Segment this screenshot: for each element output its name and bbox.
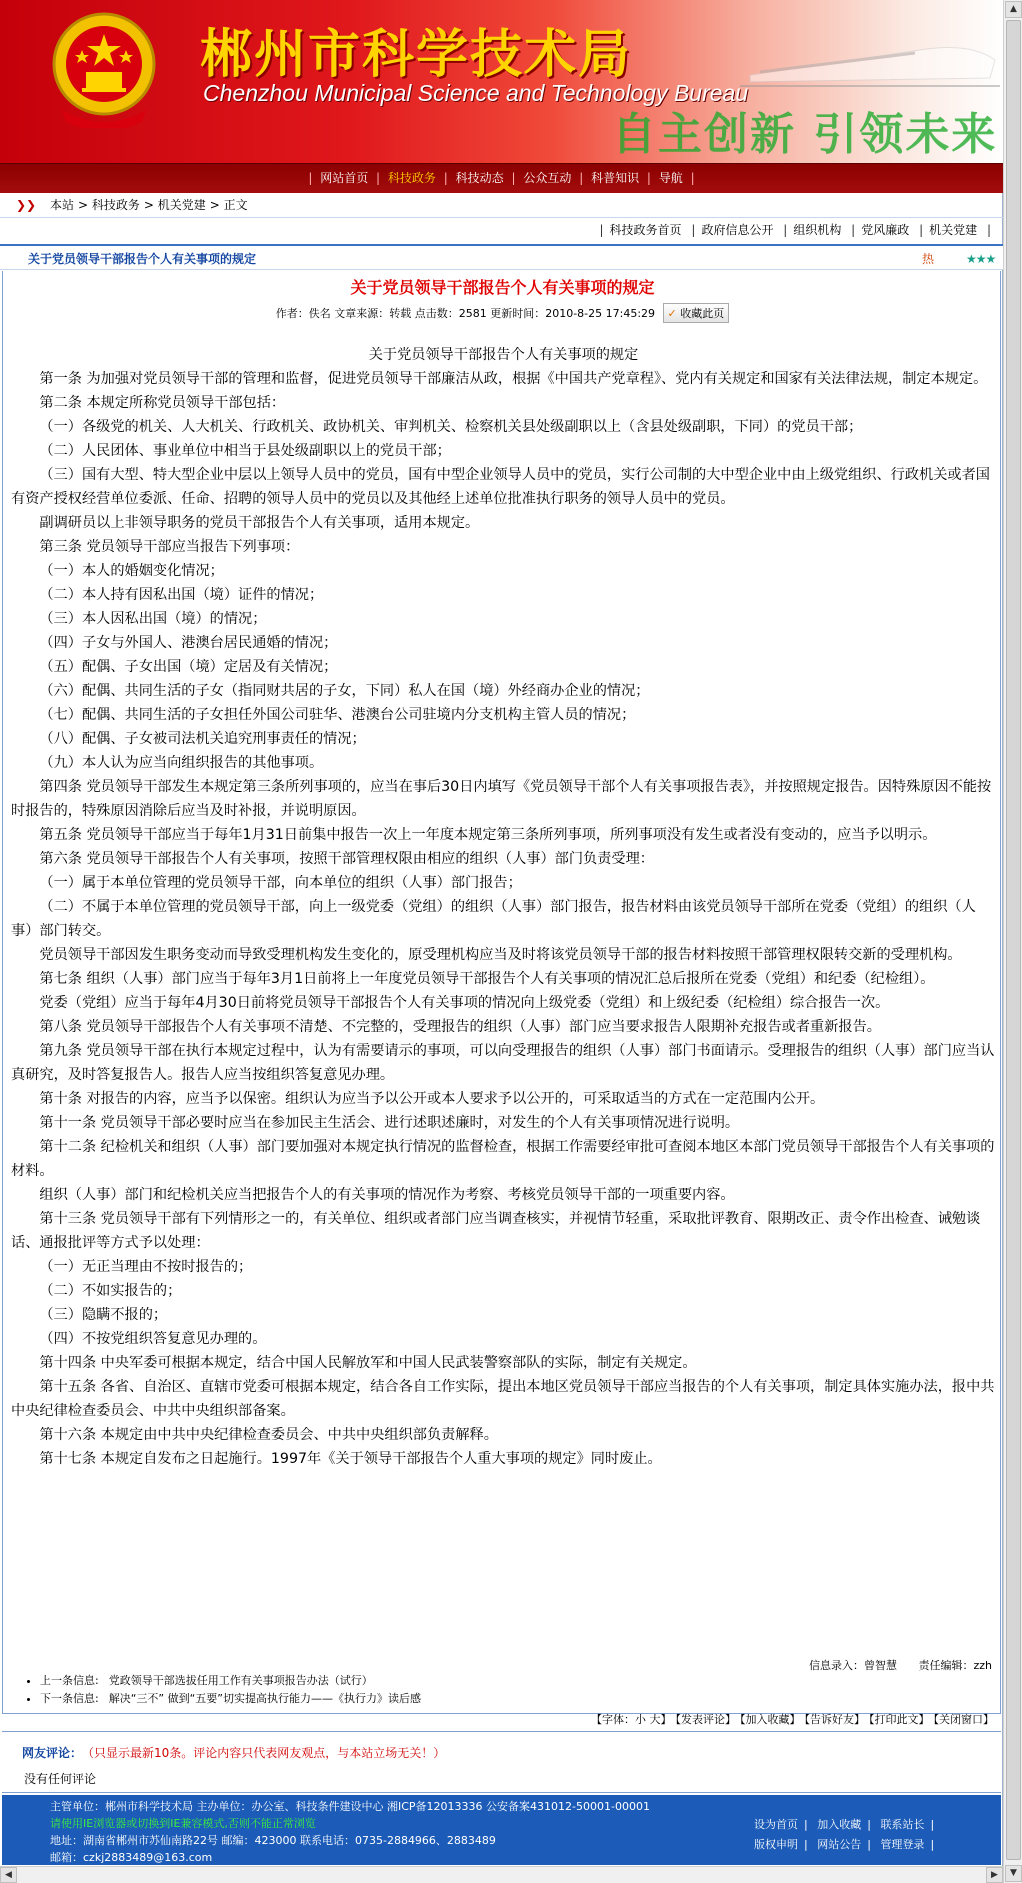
article-paragraph: （二）不如实报告的； [39,1283,182,1299]
scroll-up-icon[interactable]: ▲ [1005,1,1022,18]
article-paragraph: 第一条 为加强对党员领导干部的管理和监督，促进党员领导干部廉洁从政，根据《中国共产党章程》、党内有关规定和国家有关法律法规，制定本规定。 [39,371,988,387]
article-editors [791,1657,992,1673]
article-paragraph: 第十四条 中央军委可根据本规定，结合中国人民解放军和中国人民武装警察部队的实际，制定有关规定。 [39,1355,697,1371]
site-banner [0,0,1003,163]
scroll-down-icon[interactable]: ▼ [1005,1865,1022,1882]
prev-article [40,1672,421,1690]
article-title: 关于党员领导干部报告个人有关事项的规定 [350,278,655,297]
tell-friend-link[interactable]: 【告诉好友】 [804,1713,865,1726]
article-title-strip [0,244,1003,270]
subnav-item-party-building[interactable]: 机关党建 [929,223,978,237]
nav-item-sci-affairs[interactable]: 科技政务 [387,171,436,185]
article-paragraph: 党委（党组）应当于每年4月30日前将党员领导干部报告个人有关事项的情况向上级党委（党组）和上级纪委（纪检组）综合报告一次。 [39,995,890,1011]
article-paragraph: 第十六条 本规定由中共中央纪律检查委员会、中共中央组织部负责解释。 [39,1427,498,1443]
footer-info [50,1798,650,1866]
article-paragraph: 第八条 党员领导干部报告个人有关事项不清楚、不完整的，受理报告的组织（人事）部门应当要求报告人限期补充报告或者重新报告。 [39,1019,881,1035]
breadcrumb-item-sci-affairs[interactable]: 科技政务 [91,198,140,212]
comments-label: 网友评论： [22,1746,83,1760]
footer-add-favorite-link[interactable]: 加入收藏 [817,1818,862,1831]
entry-by: 信息录入：曾智慧 [808,1659,897,1672]
main-nav: | 网站首页 | 科技政务 | 科技动态 | 公众互动 | 科普知识 | 导航 | [0,163,1003,193]
article-paragraph: 党员领导干部因发生职务变动而导致受理机构发生变化的，原受理机构应当及时将该党员领导干部的报告材料按照干部管理权限转交新的受理机构。 [39,947,962,963]
article-paragraph: （三）隐瞒不报的； [39,1307,168,1323]
article-paragraph: （二）本人持有因私出国（境）证件的情况； [39,587,324,603]
article-paragraphs [11,367,996,1471]
article-paragraph: 第九条 党员领导干部在执行本规定过程中，认为有需要请示的事项，可以向受理报告的组织（人事）部门书面请示。受理报告的组织（人事）部门应当认真研究，及时答复报告人。报告人应当按组织答复意见办理。 [11,1043,995,1083]
article-paragraph: 第十七条 本规定自发布之日起施行。1997年《关于领导干部报告个人重大事项的规定》同时废止。 [39,1451,662,1467]
article-meta [3,303,1002,323]
article-paragraph: （一）本人的婚姻变化情况； [39,563,224,579]
article-paragraph: 第五条 党员领导干部应当于每年1月31日前集中报告一次上一年度本规定第三条所列事项，所列事项没有发生或者没有变动的，应当予以明示。 [39,827,937,843]
nav-item-navigation[interactable]: 导航 [658,171,683,185]
comments-empty: 没有任何评论 [24,1772,97,1786]
article-paragraph: 第三条 党员领导干部应当报告下列事项： [39,539,300,555]
footer-line-address: 地址：湖南省郴州市苏仙南路22号 邮编：423000 联系电话：0735-2884966、2883489 [50,1834,496,1847]
nav-item-science-knowledge[interactable]: 科普知识 [591,171,640,185]
subnav-item-gov-info[interactable]: 政府信息公开 [701,223,774,237]
article-paragraph: （一）各级党的机关、人大机关、行政机关、政协机关、审判机关、检察机关县处级副职以上（含县处级副职，下同）的党员干部； [39,419,863,435]
prev-article-link[interactable]: 党政领导干部选拔任用工作有关事项报告办法（试行） [108,1674,373,1687]
subnav-item-organization[interactable]: 组织机构 [793,223,842,237]
vertical-scrollbar[interactable] [1003,0,1022,1883]
article-paragraph: 第二条 本规定所称党员领导干部包括： [39,395,286,411]
article-paragraph: （二）人民团体、事业单位中相当于县处级副职以上的党员干部； [39,443,451,459]
bookmark-label: 收藏此页 [680,307,725,320]
copyright-link[interactable]: 版权申明 [754,1838,798,1851]
article-paragraph: （七）配偶、共同生活的子女担任外国公司驻华、港澳台公司驻境内分支机构主管人员的情况； [39,707,636,723]
national-emblem-icon [52,10,156,128]
article-tools [587,1711,994,1727]
scrollbar-thumb[interactable] [1006,20,1021,1860]
contact-webmaster-link[interactable]: 联系站长 [880,1818,925,1831]
strip-title: 关于党员领导干部报告个人有关事项的规定 [28,252,257,266]
admin-login-link[interactable]: 管理登录 [880,1838,925,1851]
comments-section [2,1731,1001,1793]
footer-links: 设为首页 | 加入收藏 | 联系站长 | 版权申明 | 网站公告 | 管理登录 | [754,1818,935,1851]
breadcrumb: ❯❯ 本站 > 科技政务 > 机关党建 > 正文 [0,193,1003,218]
font-size-tool[interactable]: 【字体：小 大】 [591,1713,672,1726]
article-paragraph: 第七条 组织（人事）部门应当于每年3月1日前将上一年度党员领导干部报告个人有关事项的情况汇总后报所在党委（党组）和纪委（纪检组）。 [39,971,935,987]
article-paragraph: （二）不属于本单位管理的党员领导干部，向上一级党委（党组）的组织（人事）部门报告，报告材料由该党员领导干部所在党委（党组）的组织（人事）部门转交。 [11,899,976,939]
footer-browser-warning: 请使用IE浏览器或切换到IE兼容模式,否则不能正常浏览 [50,1817,316,1830]
breadcrumb-item-site[interactable]: 本站 [50,198,75,212]
next-label: 下一条信息: [40,1692,99,1705]
article-content [2,271,1001,1714]
footer-line-email: 邮箱：czkj2883489@163.com [50,1851,213,1864]
article-paragraph: （九）本人认为应当向组织报告的其他事项。 [39,755,324,771]
next-article [40,1690,421,1708]
article-paragraph: （一）无正当理由不按时报告的； [39,1259,253,1275]
article-paragraph: （六）配偶、共同生活的子女（指同财共居的子女，下同）私人在国（境）外经商办企业的情况； [39,683,650,699]
hot-badge: 热 [922,252,935,266]
subnav-item-integrity[interactable]: 党风廉政 [861,223,910,237]
scroll-left-icon[interactable]: ◀ [0,1867,17,1883]
site-title-cn: 郴州市科学技术局 [200,24,633,85]
site-title-en: Chenzhou Municipal Science and Technology Bureau [203,80,749,106]
next-article-link[interactable]: 解决“三不” 做到“五要”切实提高执行能力——《执行力》读后感 [108,1692,422,1705]
site-slogan: 自主创新 引领未来 [612,109,998,160]
article-paragraph: （一）属于本单位管理的党员领导干部，向本单位的组织（人事）部门报告； [39,875,522,891]
nav-item-sci-news[interactable]: 科技动态 [455,171,504,185]
article-paragraph: （四）不按党组织答复意见办理的。 [39,1331,267,1347]
site-notice-link[interactable]: 网站公告 [817,1838,862,1851]
article-meta-text: 作者：佚名 文章来源：转载 点击数：2581 更新时间：2010-8-25 17:45:29 [275,307,656,320]
rating-stars: ★★★ [966,252,996,266]
subnav-item-affairs-home[interactable]: 科技政务首页 [609,223,682,237]
article-paragraph: 第十五条 各省、自治区、直辖市党委可根据本规定，结合各自工作实际，提出本地区党员领导干部应当报告的个人有关事项，制定具体实施办法，报中共中央纪律检查委员会、中共中央组织部备案。 [11,1379,995,1419]
article-paragraph: （五）配偶、子女出国（境）定居及有关情况； [39,659,338,675]
comments-note: （只显示最新10条。评论内容只代表网友观点，与本站立场无关！） [88,1746,446,1760]
article-paragraph: 第十二条 纪检机关和组织（人事）部门要加强对本规定执行情况的监督检查，根据工作需要经审批可查阅本地区本部门党员领导干部报告个人有关事项的材料。 [11,1139,995,1179]
article-paragraph: （三）本人因私出国（境）的情况； [39,611,267,627]
site-footer [2,1795,1001,1865]
set-homepage-link[interactable]: 设为首页 [754,1818,798,1831]
article-paragraph: 第四条 党员领导干部发生本规定第三条所列事项的，应当在事后30日内填写《党员领导干部个人有关事项报告表》，并按照规定报告。因特殊原因不能按时报告的，特殊原因消除后应当及时补报，并说明原因。 [11,779,992,819]
article-paragraph: 组织（人事）部门和纪检机关应当把报告个人的有关事项的情况作为考察、考核党员领导干部的一项重要内容。 [39,1187,735,1203]
article-paragraph: 第十条 对报告的内容，应当予以保密。组织认为应当予以公开或本人要求予以公开的，可采取适当的方式在一定范围内公开。 [39,1091,825,1107]
comments-header [22,1744,445,1761]
article-body [11,343,996,1471]
scroll-right-icon[interactable]: ▶ [986,1867,1003,1883]
train-illustration-icon [740,20,1000,90]
prev-next-links [28,1672,421,1708]
double-chevron-icon: ❯❯ [16,198,37,212]
article-paragraph: （三）国有大型、特大型企业中层以上领导人员中的党员，国有中型企业领导人员中的党员，实行公司制的大中型企业中由上级党组织、行政机关或者国有资产授权经营单位委派、任命、招聘的领导人员中的党员以及其他经上述单位批准执行职务的领导人员中的党员。 [11,467,990,507]
editor-in-charge: 责任编辑：zzh [918,1659,992,1672]
sub-nav: | 科技政务首页 | 政府信息公开 | 组织机构 | 党风廉政 | 机关党建 | [599,223,991,237]
close-window-link[interactable]: 【关闭窗口】 [933,1713,994,1726]
bookmark-page-button[interactable] [663,303,730,323]
article-paragraph: 第六条 党员领导干部报告个人有关事项，按照干部管理权限由相应的组织（人事）部门负责受理： [39,851,654,867]
footer-line-sponsor: 主管单位：郴州市科学技术局 主办单位：办公室、科技条件建设中心 湘ICP备12013336 公安备案431012-50001-00001 [50,1800,650,1813]
check-icon: ✓ [667,307,677,320]
breadcrumb-item-current: 正文 [223,198,248,212]
add-favorite-link[interactable]: 【加入收藏】 [740,1713,801,1726]
article-heading: 关于党员领导干部报告个人有关事项的规定 [368,347,639,363]
post-comment-link[interactable]: 【发表评论】 [675,1713,736,1726]
horizontal-scrollbar[interactable] [0,1866,1003,1883]
article-paragraph: 第十三条 党员领导干部有下列情形之一的，有关单位、组织或者部门应当调查核实，并视情节轻重，采取批评教育、限期改正、责令作出检查、诫勉谈话、通报批评等方式予以处理： [11,1211,981,1251]
article-paragraph: 副调研员以上非领导职务的党员干部报告个人有关事项，适用本规定。 [39,515,480,531]
article-paragraph: （八）配偶、子女被司法机关追究刑事责任的情况； [39,731,366,747]
article-paragraph: （四）子女与外国人、港澳台居民通婚的情况； [39,635,338,651]
print-article-link[interactable]: 【打印此文】 [869,1713,930,1726]
nav-item-public-interaction[interactable]: 公众互动 [523,171,572,185]
article-paragraph: 第十一条 党员领导干部必要时应当在参加民主生活会、进行述职述廉时，对发生的个人有关事项情况进行说明。 [39,1115,740,1131]
prev-label: 上一条信息: [40,1674,99,1687]
breadcrumb-item-party-building[interactable]: 机关党建 [157,198,206,212]
nav-item-home[interactable]: 网站首页 [320,171,369,185]
